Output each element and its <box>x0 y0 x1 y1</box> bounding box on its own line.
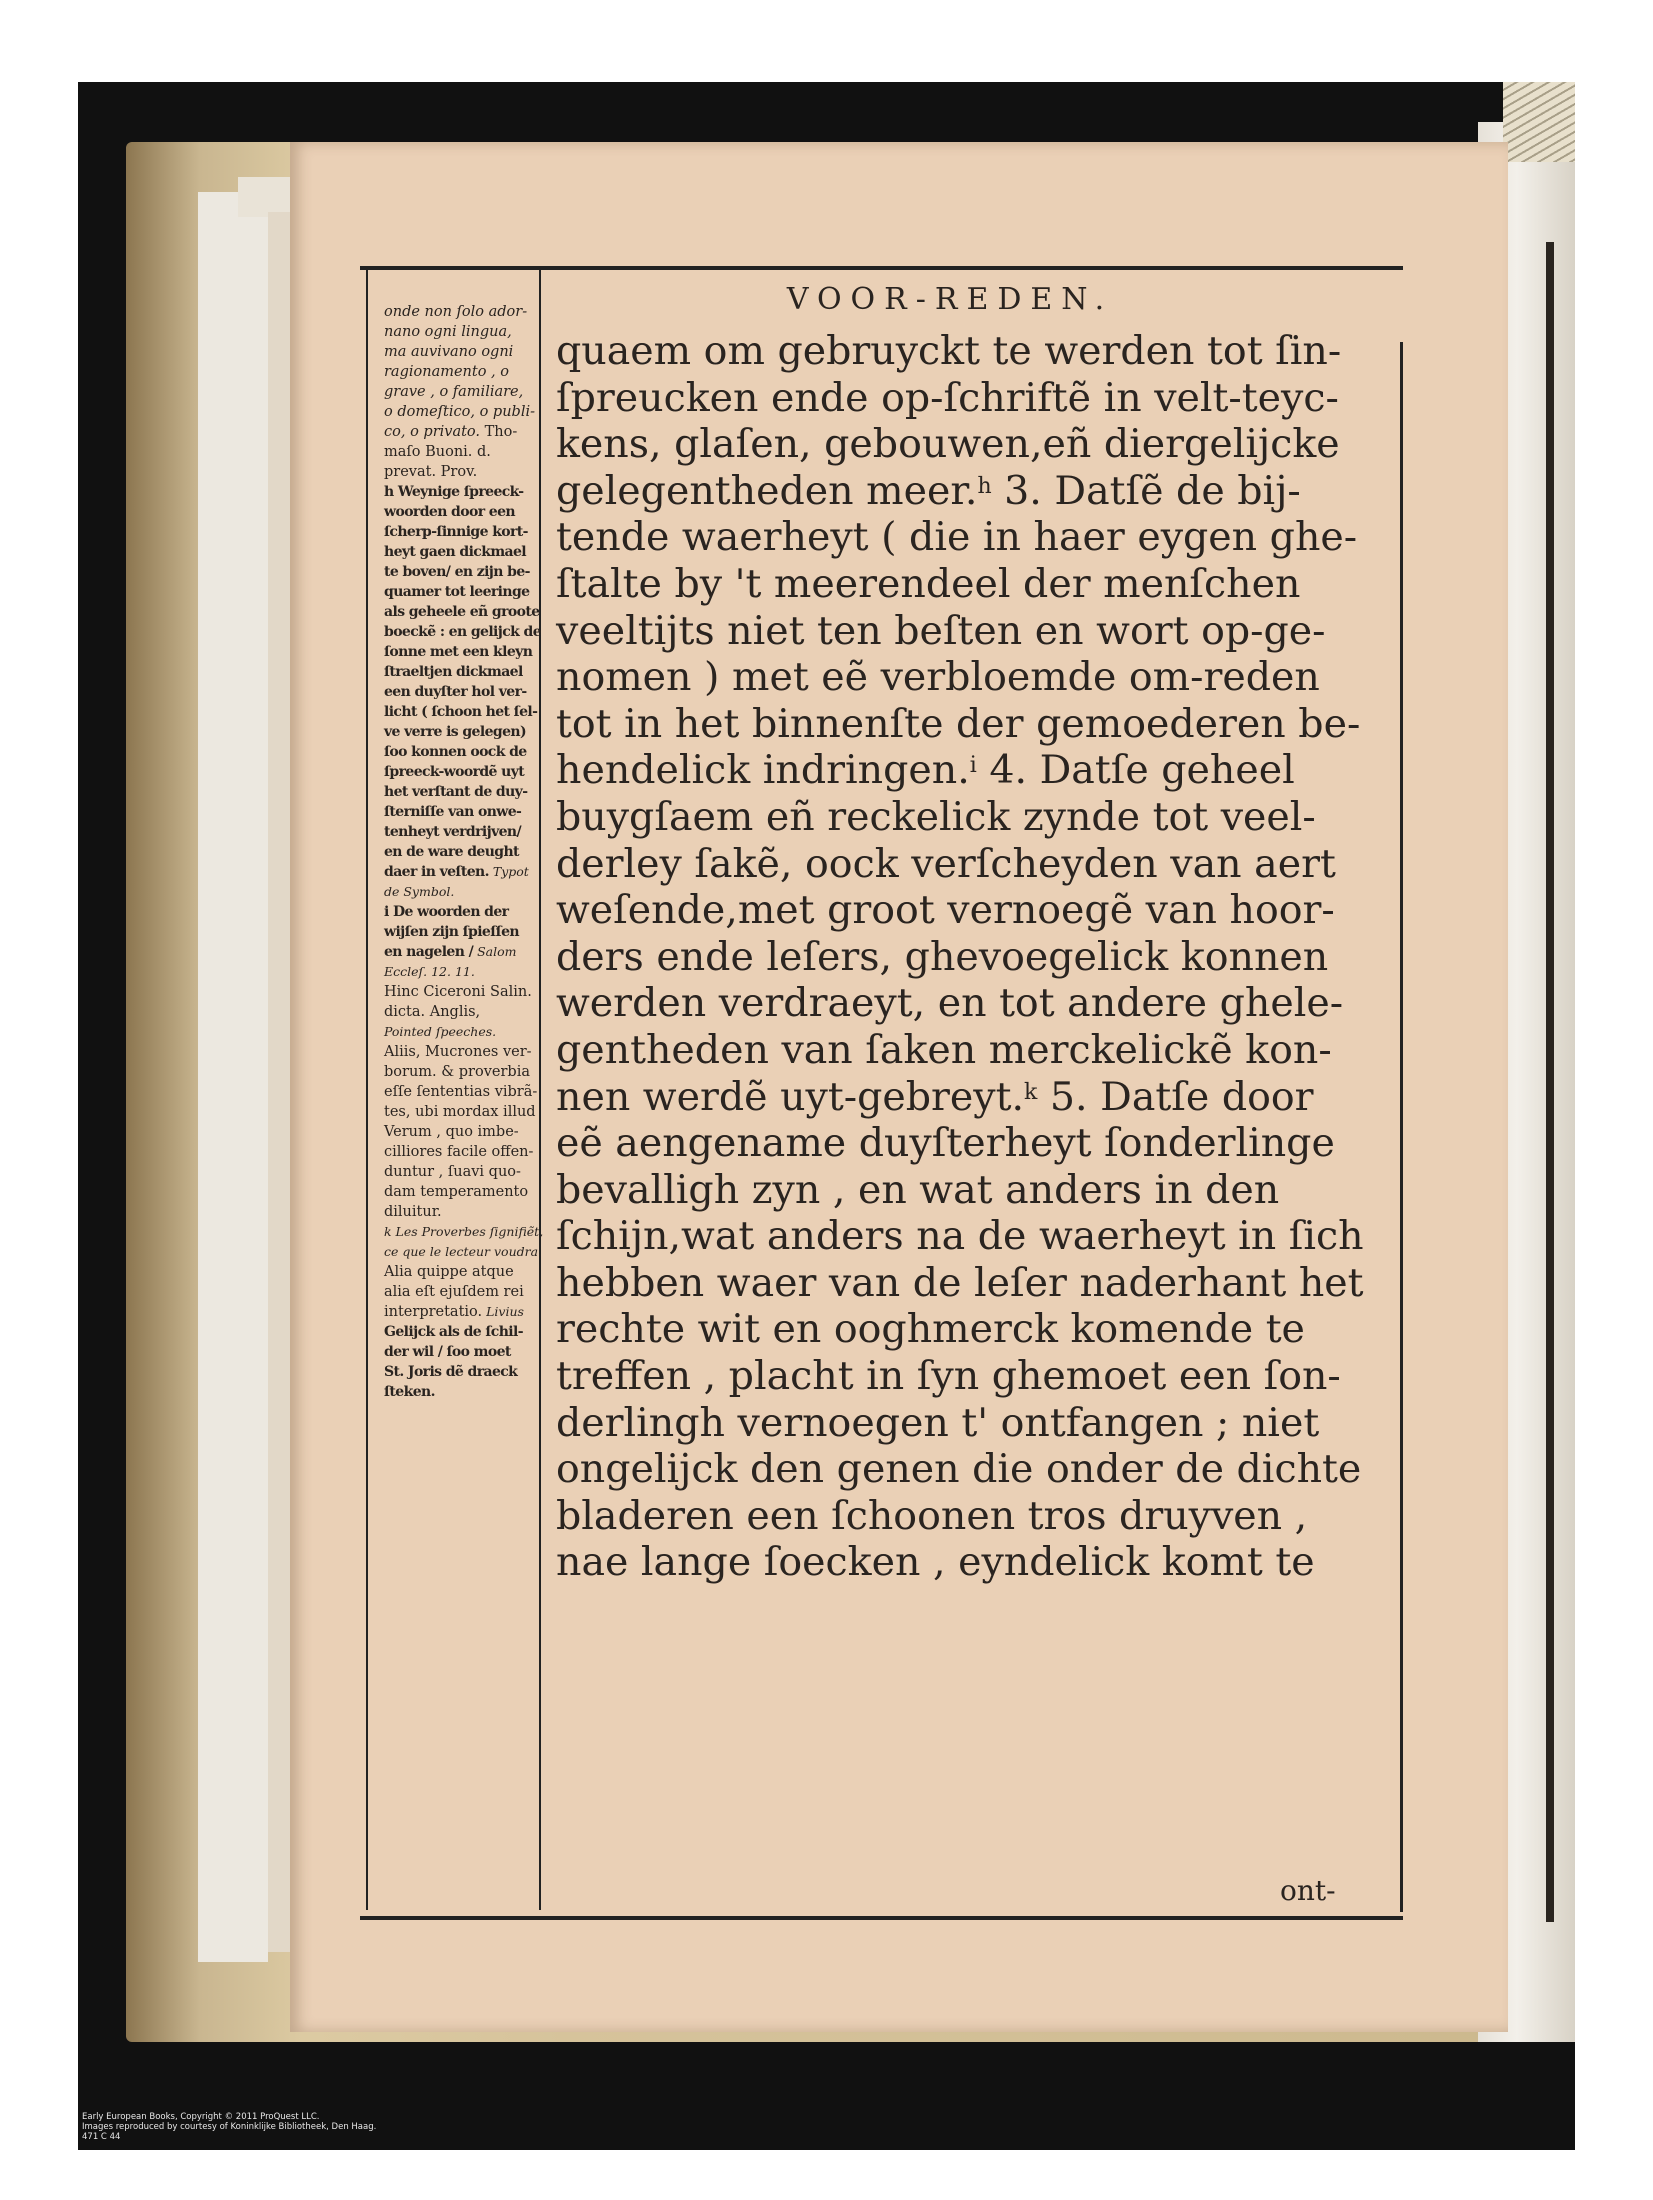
margin-line: Pointed ſpeeches. <box>384 1024 497 1039</box>
margin-line: ce que le lecteur voudra. <box>384 1244 543 1259</box>
margin-line: ſpreeck-woordẽ uyt <box>384 764 525 780</box>
text-line: nomen ) met eẽ verbloemde om-reden <box>556 654 1320 701</box>
text-line: kens, glaſen, gebouwen,eñ diergelijcke <box>556 421 1340 468</box>
copyright-footer <box>78 2110 1575 2150</box>
margin-line: borum. & proverbia <box>384 1064 530 1080</box>
note-ref-i: i <box>969 753 977 779</box>
leaf-edge <box>198 192 268 1962</box>
margin-line: Eccleſ. 12. 11. <box>384 964 475 979</box>
facing-page-shadow <box>1546 242 1554 1922</box>
margin-line: alia eſt ejuſdem rei <box>384 1284 524 1300</box>
main-text <box>556 328 1416 1586</box>
margin-line: Hinc Ciceroni Salin. <box>384 984 532 1000</box>
running-head: VOOR-REDEN. <box>786 282 1114 317</box>
margin-line: wijſen zijn ſpieſſen <box>384 924 519 940</box>
margin-line <box>384 1302 546 1322</box>
margin-line: licht ( ſchoon het ſel- <box>384 704 538 720</box>
text-segment: 4. Datſe geheel <box>976 747 1295 794</box>
text-line <box>556 468 1416 515</box>
printed-page <box>290 142 1508 2032</box>
catchword: ont- <box>1280 1874 1336 1907</box>
margin-text: daer in veſten. <box>384 864 489 880</box>
text-line: tot in het binnenſte der gemoederen be- <box>556 700 1361 747</box>
text-line: eẽ aengename duyſterheyt ſonderlinge <box>556 1120 1335 1167</box>
margin-text: co, o privato. <box>384 424 481 440</box>
text-segment: gelegentheden meer. <box>556 467 978 514</box>
footer-line: Early European Books, Copyright © 2011 ProQuest LLC. <box>82 2112 320 2122</box>
margin-notes <box>384 302 546 1402</box>
margin-line: dicta. Anglis, <box>384 1004 481 1020</box>
margin-line: prevat. Prov. <box>384 464 478 480</box>
text-line: veeltijts niet ten beſten en wort op-ge- <box>556 607 1326 654</box>
margin-line: maſo Buoni. d. <box>384 444 491 460</box>
margin-line: St. Joris dẽ draeck <box>384 1364 518 1380</box>
margin-text: en nagelen / <box>384 944 474 960</box>
margin-text: Salom <box>473 944 517 959</box>
margin-line: ve verre is gelegen) <box>384 724 526 740</box>
margin-line: Verum , quo imbe- <box>384 1124 519 1140</box>
footer-line: Images reproduced by courtesy of Koninklijke Bibliotheek, Den Haag. <box>82 2122 377 2132</box>
margin-line: boeckẽ : en gelijck de <box>384 624 542 640</box>
text-line: nae lange ſoecken , eyndelick komt te <box>556 1539 1315 1586</box>
text-line: ongelijck den genen die onder de dichte <box>556 1446 1362 1493</box>
margin-line: eſſe ſententias vibrã- <box>384 1084 538 1100</box>
text-line: ſchijn,wat anders na de waerheyt in ſich <box>556 1213 1364 1260</box>
margin-line: h Weynige ſpreeck- <box>384 484 524 500</box>
margin-line <box>384 942 546 962</box>
margin-line: ſterniſſe van onwe- <box>384 804 522 820</box>
note-ref-k: k <box>1024 1079 1038 1105</box>
margin-line: en de ware deught <box>384 844 519 860</box>
text-line: bladeren een ſchoonen tros druyven , <box>556 1492 1308 1539</box>
text-line: tende waerheyt ( die in haer eygen ghe- <box>556 514 1358 561</box>
margin-line: een duyſter hol ver- <box>384 684 527 700</box>
text-segment: nen werdẽ uyt-gebreyt. <box>556 1073 1025 1120</box>
text-segment: 5. Datſe door <box>1037 1073 1314 1120</box>
text-line: ſtalte by 't meerendeel der menſchen <box>556 560 1301 607</box>
margin-line: Gelijck als de ſchil- <box>384 1324 523 1340</box>
text-line: derley ſakẽ, oock verſcheyden van aert <box>556 840 1336 887</box>
margin-line: nano ogni lingua, <box>384 324 512 340</box>
footer-line: 471 C 44 <box>82 2132 121 2142</box>
margin-line: Aliis, Mucrones ver- <box>384 1044 532 1060</box>
margin-line: k Les Proverbes ſignifiẽt, <box>384 1224 544 1239</box>
margin-line: duntur , ſuavi quo- <box>384 1164 521 1180</box>
margin-line: ma auvivano ogni <box>384 344 514 360</box>
text-line <box>556 1074 1416 1121</box>
margin-line: ſtraeltjen dickmael <box>384 664 523 680</box>
margin-line: tes, ubi mordax illud <box>384 1104 536 1120</box>
margin-line: cilliores facile offen- <box>384 1144 534 1160</box>
margin-line: als geheele eñ groote <box>384 604 540 620</box>
text-segment: hendelick indringen. <box>556 747 970 794</box>
margin-line: ſteken. <box>384 1384 435 1400</box>
text-line <box>556 747 1416 794</box>
margin-line: ſcherp-ſinnige kort- <box>384 524 528 540</box>
text-line: hebben waer van de leſer naderhant het <box>556 1259 1364 1306</box>
margin-line: grave , o familiare, <box>384 384 524 400</box>
margin-line <box>384 862 546 882</box>
margin-text: Typot <box>488 864 529 879</box>
margin-text: Tho- <box>480 424 518 440</box>
text-line: werden verdraeyt, en tot andere ghele- <box>556 980 1344 1027</box>
page-stack-corner <box>1503 82 1575 162</box>
text-line: weſende,met groot vernoegẽ van hoor- <box>556 887 1335 934</box>
text-line: rechte wit en ooghmerck komende te <box>556 1306 1305 1353</box>
margin-line: quamer tot leeringe <box>384 584 530 600</box>
margin-line: te boven/ en zijn be- <box>384 564 530 580</box>
margin-line: i De woorden der <box>384 904 509 920</box>
margin-line: heyt gaen dickmael <box>384 544 527 560</box>
margin-line: ſoo konnen oock de <box>384 744 527 760</box>
text-line: buygſaem eñ reckelick zynde tot veel- <box>556 793 1316 840</box>
text-line: ſpreucken ende op-ſchriftẽ in velt-teyc- <box>556 374 1339 421</box>
bottom-rule <box>360 1916 1403 1920</box>
margin-line: ſonne met een kleyn <box>384 644 533 660</box>
margin-line: Alia quippe atque <box>384 1264 514 1280</box>
note-ref-h: h <box>977 473 992 499</box>
text-line: quaem om gebruyckt te werden tot ſin- <box>556 328 1342 374</box>
left-rule <box>366 270 368 1910</box>
text-line: gentheden van ſaken merckelickẽ kon- <box>556 1026 1332 1073</box>
margin-line: woorden door een <box>384 504 515 520</box>
text-line: bevalligh zyn , en wat anders in den <box>556 1166 1280 1213</box>
margin-line: het verſtant de duy- <box>384 784 528 800</box>
text-line: treffen , placht in ſyn ghemoet een ſon- <box>556 1353 1341 1400</box>
margin-line: der wil / ſoo moet <box>384 1344 511 1360</box>
margin-text: interpretatio. <box>384 1304 483 1320</box>
text-segment: 3. Datſẽ de bij- <box>991 467 1301 514</box>
margin-line: ragionamento , o <box>384 364 509 380</box>
margin-line: tenheyt verdrijven/ <box>384 824 522 840</box>
margin-line: de Symbol. <box>384 884 455 899</box>
top-rule <box>360 266 1403 270</box>
margin-text: Livius <box>482 1304 524 1319</box>
scan-image <box>78 82 1575 2110</box>
margin-line <box>384 422 546 442</box>
text-line: derlingh vernoegen t' ontfangen ; niet <box>556 1399 1320 1446</box>
margin-line: diluitur. <box>384 1204 442 1220</box>
margin-line: o domeſtico, o publi- <box>384 404 535 420</box>
margin-line: dam temperamento <box>384 1184 529 1200</box>
text-line: ders ende leſers, ghevoegelick konnen <box>556 933 1329 980</box>
margin-line: onde non ſolo ador- <box>384 304 528 320</box>
